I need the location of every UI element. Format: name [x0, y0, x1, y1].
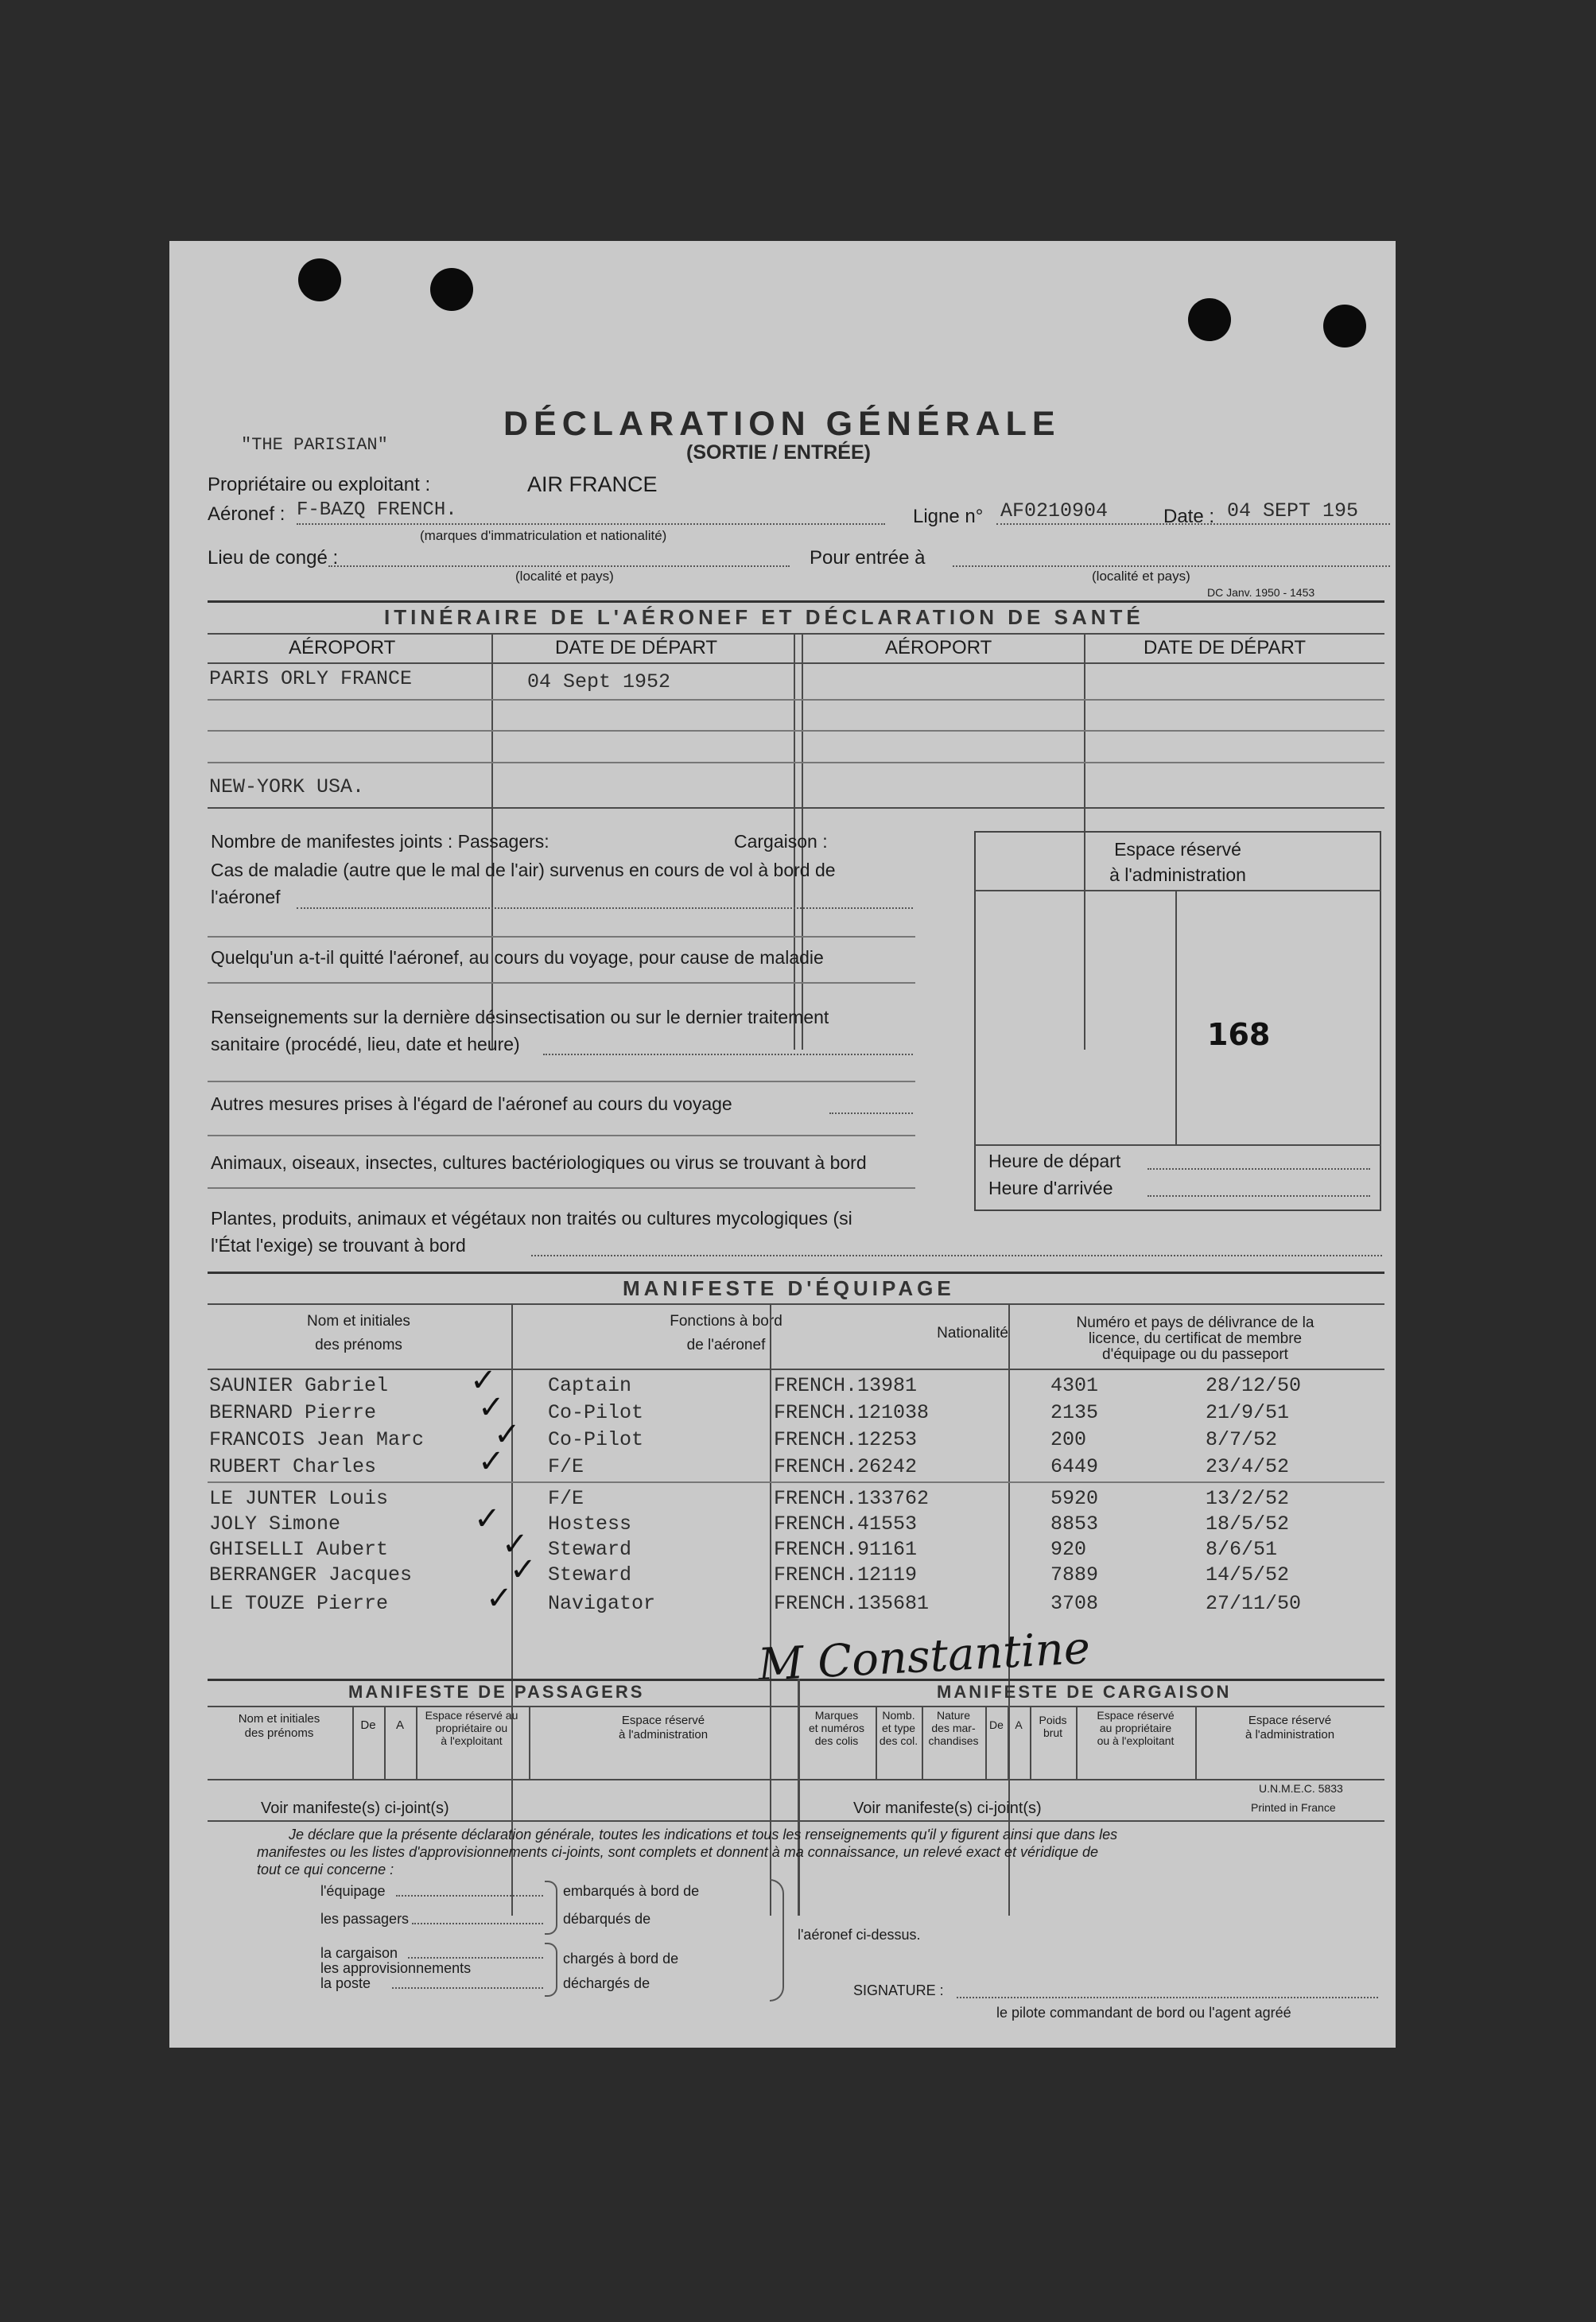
col-departure-date: DATE DE DÉPART [555, 637, 718, 658]
arrival-time-label: Heure d'arrivée [988, 1178, 1113, 1198]
decl-passengers: les passagers [320, 1911, 410, 1927]
crew-function: Steward [548, 1563, 632, 1586]
table-row [208, 1443, 1384, 1480]
crew-nationality: FRENCH.133762 [774, 1487, 930, 1510]
cargo-col-from: De [989, 1718, 1004, 1731]
divider [208, 633, 1384, 635]
question-illness-cont: l'aéronef [211, 887, 281, 907]
signature-label: SIGNATURE : [853, 1982, 944, 1998]
crew-licence-date: 18/5/52 [1206, 1512, 1290, 1536]
answer-line [1147, 1195, 1370, 1197]
col-divider [1175, 890, 1177, 1144]
line-value: AF0210904 [1000, 499, 1109, 522]
divider [974, 890, 1381, 891]
checkmark-icon: ✓ [470, 1362, 497, 1399]
crew-col-function: Fonctions à bord [670, 1313, 782, 1330]
admin-title: Espace réservé [1114, 839, 1241, 860]
col-departure-date-2: DATE DE DÉPART [1144, 637, 1307, 658]
brace [545, 1881, 557, 1935]
crew-function: Hostess [548, 1512, 632, 1536]
cargo-count-label: Cargaison : [734, 831, 828, 852]
crew-nationality: FRENCH.41553 [774, 1512, 918, 1536]
crew-nationality: FRENCH.121038 [774, 1401, 930, 1424]
table-row [208, 1362, 1384, 1399]
owner-label: Propriétaire ou exploitant : [208, 474, 431, 495]
checkmark-icon: ✓ [474, 1501, 501, 1537]
admin-title-2: à l'administration [1109, 864, 1246, 885]
pax-col-name: Nom et initiales [238, 1712, 320, 1726]
crew-nationality: FRENCH.13981 [774, 1374, 918, 1397]
divider [208, 1679, 1384, 1681]
divider [974, 1144, 1381, 1146]
divider [208, 730, 1384, 732]
checkmark-icon: ✓ [486, 1580, 513, 1617]
crew-col-licence: Numéro et pays de délivrance de la [1076, 1314, 1314, 1331]
cargo-col-marks-3: des colis [814, 1734, 859, 1747]
form-reference: DC Janv. 1950 - 1453 [1207, 586, 1315, 599]
cargo-col-marks: Marques [814, 1709, 859, 1722]
manifests-label: Nombre de manifestes joints : Passagers: [211, 831, 549, 852]
divider [208, 1272, 1384, 1274]
answer-line [531, 1255, 1382, 1256]
table-row [208, 1526, 1384, 1563]
divider [208, 1481, 1384, 1483]
cargo-col-owner-3: ou à l'exploitant [1097, 1734, 1175, 1747]
question-animals: Animaux, oiseaux, insectes, cultures bactériologiques ou virus se trouvant à bord [211, 1152, 867, 1173]
crew-licence-date: 13/2/52 [1206, 1487, 1290, 1510]
crew-licence-date: 21/9/51 [1206, 1401, 1290, 1424]
cargo-col-marks-2: et numéros [808, 1722, 865, 1734]
crew-col-function-2: de l'aéronef [686, 1337, 766, 1353]
entry-label: Pour entrée à [810, 547, 926, 569]
divider [208, 1779, 1384, 1780]
table-row [208, 1416, 1384, 1453]
brace [770, 1879, 784, 2002]
decl-crew: l'équipage [320, 1883, 386, 1899]
crew-licence-number: 5920 [1050, 1487, 1099, 1510]
answer-line [208, 936, 915, 938]
cargo-manifest-title: MANIFESTE DE CARGAISON [937, 1682, 1232, 1702]
table-row [208, 1580, 1384, 1617]
crew-nationality: FRENCH.12119 [774, 1563, 918, 1586]
question-left-aircraft: Quelqu'un a-t-il quitté l'aéronef, au cours du voyage, pour cause de maladie [211, 947, 824, 968]
crew-licence-number: 200 [1050, 1428, 1087, 1451]
declaration-text: Je déclare que la présente déclaration générale, toutes les indications et tous les renseignements qu'il y figurent ainsi que dans les [289, 1827, 1118, 1842]
printed-in-france: Printed in France [1251, 1801, 1336, 1814]
departure-time-label: Heure de départ [988, 1151, 1121, 1171]
crew-licence-number: 4301 [1050, 1374, 1099, 1397]
table-row [208, 1485, 1384, 1512]
admin-stamp-number: 168 [1207, 1017, 1271, 1052]
origin-date: 04 Sept 1952 [527, 670, 671, 693]
declaration-text-3: tout ce qui concerne : [257, 1862, 394, 1877]
crew-function: Co-Pilot [548, 1428, 644, 1451]
crew-name: BERNARD Pierre [209, 1401, 377, 1424]
crew-col-nationality: Nationalité [937, 1325, 1008, 1342]
crew-licence-number: 2135 [1050, 1401, 1099, 1424]
owner-value: AIR FRANCE [527, 472, 658, 496]
declaration-form [169, 241, 1396, 2048]
date-label: Date : [1163, 506, 1215, 527]
question-disinsection-cont: sanitaire (procédé, lieu, date et heure) [211, 1034, 520, 1054]
decl-mail: la poste [320, 1975, 371, 1991]
crew-name: JOLY Simone [209, 1512, 341, 1536]
table-row [208, 1389, 1384, 1426]
crew-nationality: FRENCH.12253 [774, 1428, 918, 1451]
pax-col-owner-2: propriétaire ou [435, 1722, 508, 1734]
brace [545, 1943, 557, 1997]
answer-line [396, 1895, 543, 1897]
cargo-col-nature-3: chandises [928, 1734, 979, 1747]
crew-licence-date: 8/7/52 [1206, 1428, 1278, 1451]
punch-hole [1188, 298, 1231, 341]
crew-col-name-2: des prénoms [315, 1337, 402, 1353]
answer-line [412, 1923, 543, 1924]
question-plants-cont: l'État l'exige) se trouvant à bord [211, 1235, 466, 1256]
table-row [208, 1551, 1384, 1588]
table-row [208, 1501, 1384, 1537]
answer-line [1147, 1168, 1370, 1170]
question-plants: Plantes, produits, animaux et végétaux non traités ou cultures mycologiques (si [211, 1208, 852, 1229]
pax-col-owner-3: à l'exploitant [441, 1734, 503, 1747]
cargo-col-owner-2: au propriétaire [1099, 1722, 1172, 1734]
crew-col-licence-2: licence, du certificat de membre [1088, 1330, 1303, 1347]
crew-licence-number: 6449 [1050, 1455, 1099, 1478]
divider [208, 1303, 1384, 1305]
signature-note: le pilote commandant de bord ou l'agent agréé [996, 2005, 1291, 2021]
origin-airport: PARIS ORLY FRANCE [209, 667, 413, 690]
decl-aircraft: l'aéronef ci-dessus. [798, 1927, 921, 1943]
crew-name: FRANCOIS Jean Marc [209, 1428, 425, 1451]
date-value: 04 SEPT 195 [1227, 499, 1359, 522]
punch-hole [1323, 305, 1366, 348]
pax-col-to: A [395, 1718, 404, 1732]
col-divider [1008, 1706, 1009, 1779]
crew-nationality: FRENCH.26242 [774, 1455, 918, 1478]
signature-line [957, 1997, 1378, 1998]
cargo-col-admin: Espace réservé [1248, 1714, 1332, 1727]
form-title: DÉCLARATION GÉNÉRALE [503, 405, 1061, 443]
cargo-col-nature: Nature [936, 1709, 971, 1722]
flight-name: "THE PARISIAN" [241, 435, 388, 455]
crew-licence-date: 8/6/51 [1206, 1538, 1278, 1561]
cargo-col-owner: Espace réservé [1097, 1709, 1175, 1722]
col-airport-2: AÉROPORT [885, 637, 992, 658]
checkmark-icon: ✓ [494, 1416, 521, 1453]
answer-line [208, 1081, 915, 1082]
aircraft-label: Aéronef : [208, 503, 285, 525]
checkmark-icon: ✓ [510, 1551, 537, 1588]
crew-name: LE TOUZE Pierre [209, 1592, 389, 1615]
checkmark-icon: ✓ [502, 1526, 529, 1563]
destination-airport: NEW-YORK USA. [209, 775, 365, 798]
checkmark-icon: ✓ [478, 1443, 505, 1480]
cargo-col-count: Nomb. [882, 1709, 915, 1722]
crew-function: Co-Pilot [548, 1401, 644, 1424]
crew-function: Captain [548, 1374, 632, 1397]
crew-col-licence-3: d'équipage ou du passeport [1102, 1346, 1288, 1363]
answer-line [543, 1054, 913, 1055]
clearance-label: Lieu de congé : [208, 547, 339, 569]
crew-name: RUBERT Charles [209, 1455, 377, 1478]
pax-col-from: De [360, 1718, 376, 1732]
checkmark-icon: ✓ [478, 1389, 505, 1426]
line-label: Ligne n° [913, 506, 984, 527]
question-illness: Cas de maladie (autre que le mal de l'air) survenus en cours de vol à bord de [211, 860, 836, 880]
crew-licence-date: 14/5/52 [1206, 1563, 1290, 1586]
divider [208, 600, 1384, 603]
cargo-col-admin-2: à l'administration [1245, 1728, 1335, 1742]
aircraft-value: F-BAZQ FRENCH. [297, 499, 457, 521]
passenger-manifest-title: MANIFESTE DE PASSAGERS [348, 1682, 645, 1702]
decl-supplies: les approvisionnements [320, 1960, 472, 1976]
divider [208, 807, 1384, 809]
pax-col-admin-2: à l'administration [618, 1728, 709, 1742]
clearance-note: (localité et pays) [515, 569, 614, 584]
cargo-col-to: A [1015, 1718, 1023, 1731]
divider [208, 1820, 1384, 1822]
crew-nationality: FRENCH.91161 [774, 1538, 918, 1561]
crew-licence-number: 8853 [1050, 1512, 1099, 1536]
col-divider [352, 1706, 354, 1779]
cargo-col-count-3: des col. [879, 1734, 918, 1747]
crew-name: SAUNIER Gabriel [209, 1374, 389, 1397]
crew-licence-date: 23/4/52 [1206, 1455, 1290, 1478]
pax-col-name-2: des prénoms [244, 1726, 314, 1740]
crew-function: Navigator [548, 1592, 656, 1615]
pax-col-admin: Espace réservé [621, 1714, 705, 1727]
crew-licence-date: 28/12/50 [1206, 1374, 1302, 1397]
decl-unloaded: déchargés de [563, 1975, 650, 1991]
crew-licence-number: 920 [1050, 1538, 1087, 1561]
aircraft-note: (marques d'immatriculation et nationalité) [420, 528, 667, 543]
answer-line [392, 1987, 543, 1989]
decl-cargo: la cargaison [320, 1945, 398, 1961]
unmec-code: U.N.M.E.C. 5833 [1259, 1782, 1343, 1795]
divider [208, 699, 1384, 701]
cargo-col-weight: Poids [1039, 1714, 1067, 1726]
divider [208, 762, 1384, 763]
line-date-line [996, 523, 1390, 525]
form-subtitle: (SORTIE / ENTRÉE) [686, 441, 871, 464]
entry-line [953, 565, 1390, 567]
answer-line [829, 1112, 913, 1114]
aircraft-line [297, 523, 885, 525]
itinerary-title: ITINÉRAIRE DE L'AÉRONEF ET DÉCLARATION DE SANTÉ [384, 605, 1144, 629]
divider [208, 662, 1384, 664]
pax-see-attached: Voir manifeste(s) ci-joint(s) [261, 1800, 449, 1817]
crew-licence-date: 27/11/50 [1206, 1592, 1302, 1615]
decl-loaded: chargés à bord de [563, 1951, 679, 1967]
answer-line [297, 907, 913, 909]
declaration-text-2: manifestes ou les listes d'approvisionnements ci-joints, sont complets et donnent à ma connaissance, un relevé exact et véridique de [257, 1844, 1099, 1860]
crew-licence-number: 3708 [1050, 1592, 1099, 1615]
decl-embarked: embarqués à bord de [563, 1883, 700, 1899]
cargo-col-count-2: et type [881, 1722, 916, 1734]
col-airport: AÉROPORT [289, 637, 396, 658]
question-disinsection: Renseignements sur la dernière désinsectisation ou sur le dernier traitement [211, 1007, 829, 1027]
col-divider [384, 1706, 386, 1779]
answer-line [208, 982, 915, 984]
crew-nationality: FRENCH.135681 [774, 1592, 930, 1615]
crew-name: BERRANGER Jacques [209, 1563, 413, 1586]
answer-line [408, 1957, 543, 1959]
punch-hole [430, 268, 473, 311]
crew-manifest-title: MANIFESTE D'ÉQUIPAGE [623, 1276, 955, 1300]
crew-licence-number: 7889 [1050, 1563, 1099, 1586]
clearance-line [328, 565, 790, 567]
decl-disembarked: débarqués de [563, 1911, 651, 1927]
answer-line [208, 1187, 915, 1189]
punch-hole [298, 258, 341, 301]
cargo-col-nature-2: des mar- [931, 1722, 976, 1734]
crew-col-name: Nom et initiales [307, 1313, 410, 1330]
col-divider [985, 1706, 987, 1779]
pax-col-owner: Espace réservé au [425, 1709, 518, 1722]
crew-name: GHISELLI Aubert [209, 1538, 389, 1561]
crew-function: Steward [548, 1538, 632, 1561]
captain-signature: M Constantine [756, 1622, 1092, 1691]
crew-function: F/E [548, 1455, 584, 1478]
cargo-col-weight-2: brut [1043, 1726, 1063, 1739]
question-other-measures: Autres mesures prises à l'égard de l'aéronef au cours du voyage [211, 1093, 732, 1114]
cargo-see-attached: Voir manifeste(s) ci-joint(s) [853, 1800, 1042, 1817]
answer-line [208, 1135, 915, 1136]
crew-name: LE JUNTER Louis [209, 1487, 389, 1510]
entry-note: (localité et pays) [1092, 569, 1190, 584]
divider [208, 1369, 1384, 1370]
crew-function: F/E [548, 1487, 584, 1510]
